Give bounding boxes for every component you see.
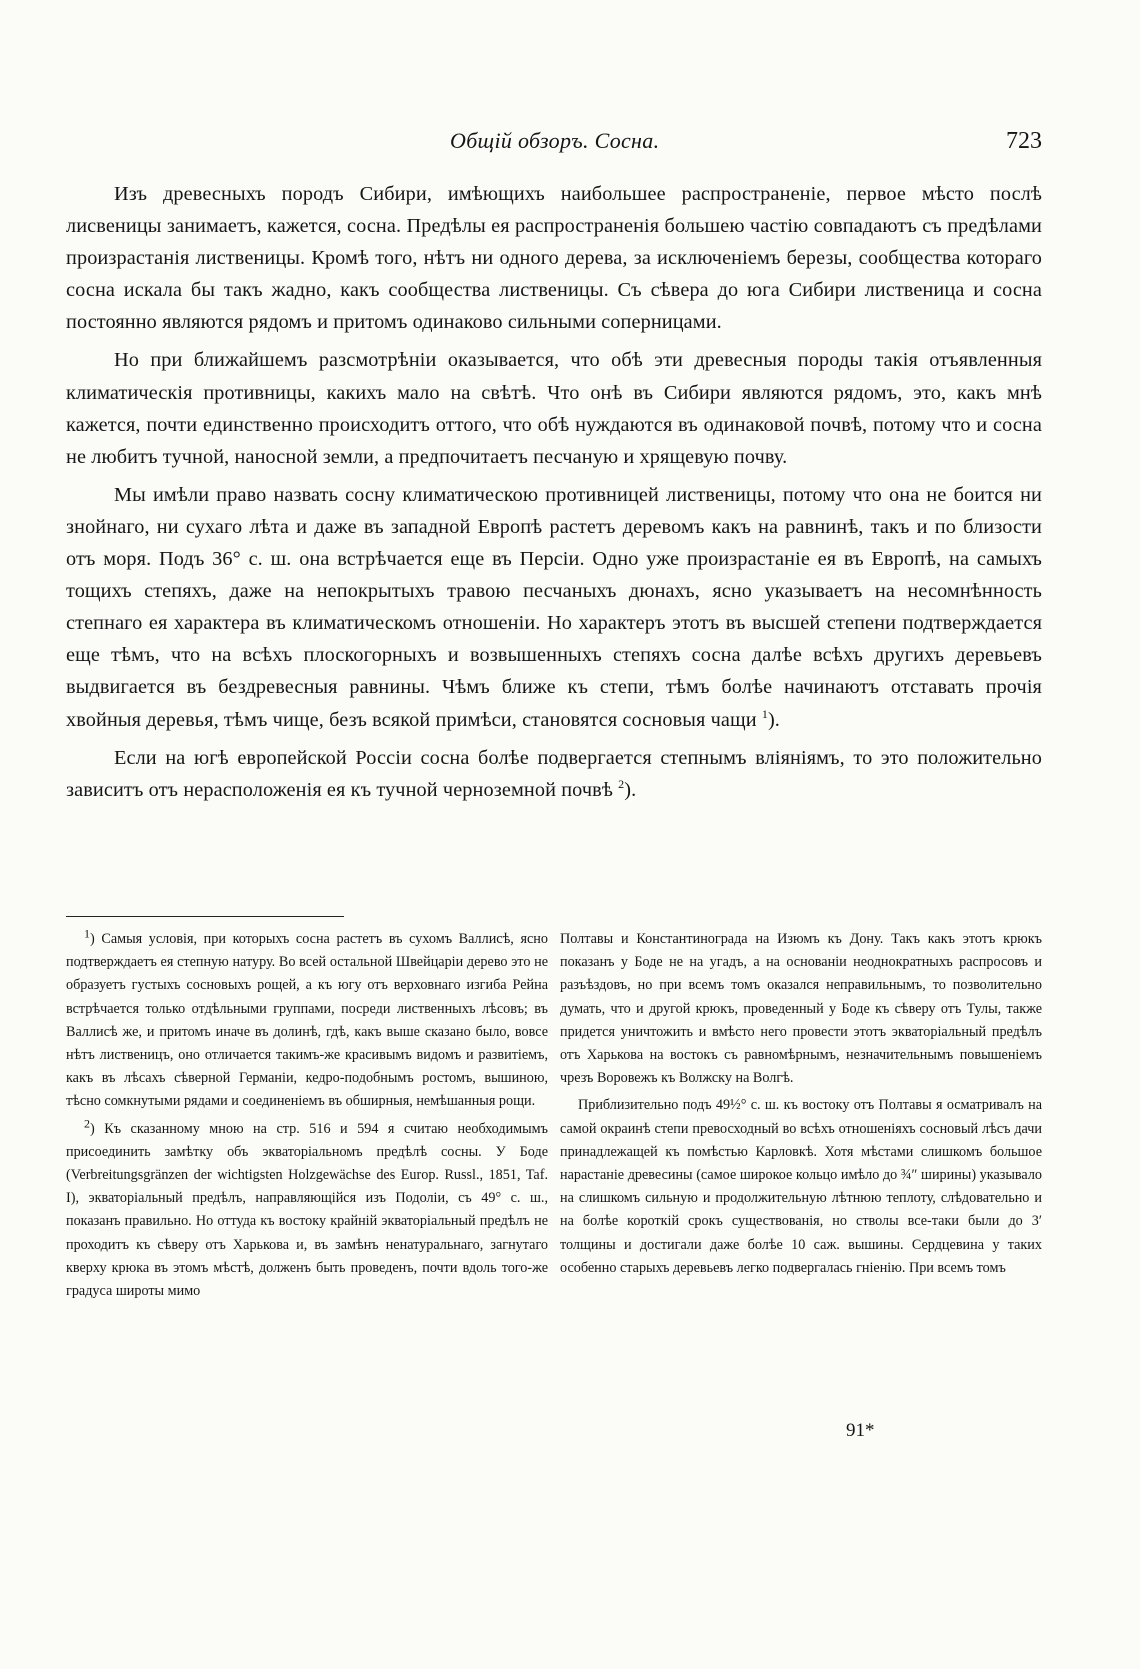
footnote-mark: 1 — [84, 926, 90, 941]
footnote: $^1$) Самыя условія, при которыхъ сосна растетъ въ сухомъ Валлисѣ, ясно подтверждаетъ ея степную натуру. Во всей остальной Швейцаріи дерево это не образуетъ густыхъ сосновыхъ рощей, а къ югу отъ верховнаго изгиба Рейна встрѣчается только отдѣльными группами, посреди лиственныхъ лѣсовъ; въ Валлисѣ же, и притомъ иначе въ долинѣ, гдѣ, какъ выше сказано было, вовсе нѣтъ лиственицъ, оно отличается такимъ-же красивымъ видомъ и развитіемъ, какъ въ лѣсахъ сѣверной Германіи, кедро-подобнымъ ростомъ, вышиною, тѣсно сомкнутыми рядами и соединеніемъ въ обширныя, немѣшанныя рощи. — [66, 926, 548, 1110]
page-number: 723 — [1006, 128, 1042, 154]
page-header — [60, 128, 1042, 164]
paragraph: Изъ древесныхъ породъ Сибири, имѣющихъ наибольшее распространеніе, первое мѣсто послѣ лисвеницы занимаетъ, кажется, сосна. Предѣлы ея распространенія большею частію совпадаютъ съ предѣлами произрастанія лиственицы. Кромѣ того, нѣтъ ни одного дерева, за исключеніемъ березы, сообщества котораго сосна искала бы такъ жадно, какъ сообщества лиственицы. Съ сѣвера до юга Сибири лиственица и сосна постоянно являются рядомъ и притомъ одинаково сильными соперницами. — [66, 183, 1042, 334]
footnote: $^2$) Къ сказанному мною на стр. 516 и 594 я считаю необходимымъ присоединить замѣтку объ экваторіальномъ предѣлѣ сосны. У Боде (Verbreitungsgränzen der wichtigsten Holzgewächse des Europ. Russl., 1851, Taf. I), экваторіальный предѣлъ, направляющійся изъ Подоліи, съ 49° с. ш., показанъ правильно. Но оттуда къ востоку крайній экваторіальный предѣлъ не проходитъ къ сѣверу отъ Харькова и, въ замѣнъ ненатуральнаго, загнутаго кверху крюка въ этомъ мѣстѣ, долженъ быть проведенъ, почти вдоль того-же градуса широты мимо — [66, 1115, 548, 1300]
signature-mark: 91* — [846, 1420, 875, 1441]
footnote-continuation: Полтавы и Константинограда на Изюмъ къ Дону. Такъ какъ этотъ крюкъ показанъ у Боде не на угадъ, а на основаніи неоднократныхъ распросовъ и разъѣздовъ, но при всемъ томъ оказался неправильнымъ, то позволительно думать, что и другой крюкъ, проведенный у Боде къ сѣверу отъ Тулы, также придется уничтожить и вмѣсто него провести этотъ экваторіальный предѣлъ отъ Харькова на востокъ съ равномѣрнымъ, незначительнымъ повышеніемъ чрезъ Воровежъ къ Волжску на Волгѣ. — [560, 931, 1042, 1087]
footnote-divider — [66, 916, 344, 917]
footnote-ref: 1 — [761, 706, 768, 721]
footnote-mark: 2 — [84, 1115, 90, 1130]
paragraph: Но при ближайшемъ разсмотрѣніи оказывается, что обѣ эти древесныя породы такія отъявленныя климатическія противницы, какихъ мало на свѣтѣ. Что онѣ въ Сибири являются рядомъ, это, какъ мнѣ кажется, почти единственно происходитъ оттого, что обѣ нуждаются въ одинаковой почвѣ, потому что и сосна не любитъ тучной, наносной земли, а предпочитаетъ песчаную и хрящевую почву. — [66, 349, 1042, 468]
running-title: Общій обзоръ. Сосна. — [450, 128, 660, 153]
footnote-ref: 2 — [618, 776, 625, 791]
paragraph: Мы имѣли право назвать сосну климатическою противницей лиственицы, потому что она не боится ни знойнаго, ни сухаго лѣта и даже въ западной Европѣ растетъ деревомъ какъ на равнинѣ, такъ и по близости отъ моря. Подъ 36° с. ш. она встрѣчается еще въ Персіи. Одно уже произрастаніе ея въ Европѣ, на самыхъ тощихъ степяхъ, даже на непокрытыхъ травою песчаныхъ дюнахъ, ясно указываетъ на несомнѣнность степнаго ея характера въ климатическомъ отношеніи. Но характеръ этотъ въ высшей степени подтверждается еще тѣмъ, что на всѣхъ плоскогорныхъ и возвышенныхъ степяхъ сосна далѣе всѣхъ другихъ деревьевъ выдвигается въ бездревесныя равнины. Чѣмъ ближе къ степи, тѣмъ болѣе начинаютъ отставать прочія хвойныя деревья, тѣмъ чище, безъ всякой примѣси, становятся сосновыя чащи $^1$). — [66, 483, 1042, 731]
main-text — [66, 178, 1042, 806]
footnote-paragraph: Приблизительно подъ 49½° с. ш. къ востоку отъ Полтавы я осматривалъ на самой окраинѣ степи превосходный во всѣхъ отношеніяхъ сосновый лѣсъ дачи принадлежащей къ помѣстью Карловкѣ. Хотя мѣстами слишкомъ большое нарастаніе древесины (самое широкое кольцо имѣло до ¾″ ширины) указывало на слишкомъ сильную и продолжительную лѣтнюю теплоту, слѣдовательно и на болѣе короткій срокъ существованія, но стволы все-таки были до 3′ толщины и достигали даже болѣе 10 саж. вышины. Сердцевина у таких особенно старыхъ деревьевъ легко подвергалась гніенію. При всемъ томъ — [560, 1097, 1042, 1276]
footnotes-right-column — [560, 928, 1042, 1280]
footnotes-left-column — [66, 928, 548, 1303]
paragraph: Если на югѣ европейской Россіи сосна болѣе подвергается степнымъ вліяніямъ, то это положительно зависитъ отъ нерасположенія ея къ тучной черноземной почвѣ $^2$). — [66, 746, 1042, 801]
